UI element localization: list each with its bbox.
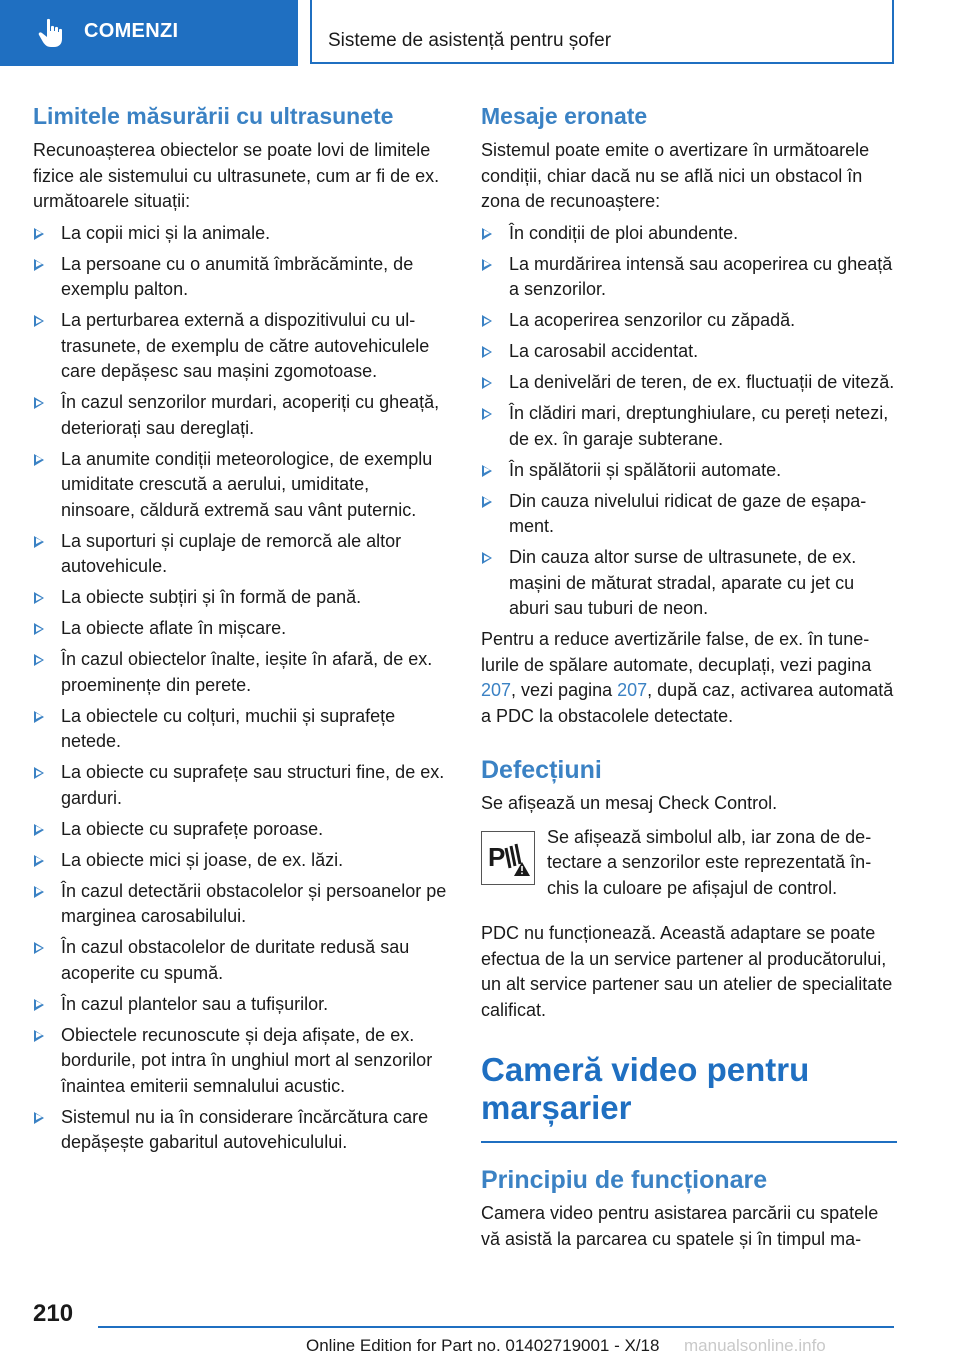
list-item: La obiecte subțiri și în formă de pană. — [33, 585, 448, 611]
svg-text:P: P — [488, 841, 506, 872]
triangle-bullet-icon — [482, 315, 492, 327]
triangle-bullet-icon — [34, 454, 44, 466]
triangle-bullet-icon — [34, 999, 44, 1011]
pdc-symbol-description: Se afișează simbolul alb, iar zona de detectare a senzorilor este reprezentată închis la culoare pe afișajul de control. — [547, 826, 872, 898]
heading-defects: Defecțiuni — [481, 756, 602, 784]
list-item: La carosabil accidentat. — [481, 339, 897, 365]
triangle-bullet-icon — [34, 711, 44, 723]
left-column — [33, 100, 448, 1161]
triangle-bullet-icon — [34, 886, 44, 898]
list-item: Sistemul nu ia în considerare încărcătura care depășește gabaritul autovehiculului. — [33, 1105, 448, 1156]
triangle-bullet-icon — [482, 377, 492, 389]
list-item: În cazul obiectelor înalte, ieșite în afară, de ex. proeminențe din perete. — [33, 647, 448, 698]
triangle-bullet-icon — [34, 1030, 44, 1042]
footer-divider — [98, 1326, 894, 1328]
triangle-bullet-icon — [482, 465, 492, 477]
principle-paragraph: Camera video pentru asistarea parcării cu spatele vă asistă la parcarea cu spatele și în timpul ma- — [481, 1203, 879, 1249]
list-item: În cazul senzorilor murdari, acoperiți cu gheață, deteriorați sau dereglați. — [33, 390, 448, 441]
triangle-bullet-icon — [34, 259, 44, 271]
page-link-207[interactable]: 207 — [617, 680, 648, 700]
list-item: La anumite condiții meteorologice, de exemplu umiditate crescută a aerului, umiditate, ninsoare, căldură extremă sau vânt puternic. — [33, 447, 448, 524]
heading-false-alarms: Mesaje eronate — [481, 103, 648, 129]
triangle-bullet-icon — [34, 654, 44, 666]
list-item: În clădiri mari, dreptunghiulare, cu pereți netezi, de ex. în garaje subterane. — [481, 401, 897, 452]
section-tab[interactable] — [310, 0, 894, 64]
false-alarm-paragraph: Pentru a reduce avertizările false, de ex. în tunelurile de spălare automate, decuplați, vezi pagina 207, vezi pagina 207, după caz, activarea automată a PDC la obstacolele detectate. — [481, 629, 894, 726]
list-item: În cazul obstacolelor de duritate redusă sau acoperite cu spumă. — [33, 935, 448, 986]
triangle-bullet-icon — [34, 623, 44, 635]
triangle-bullet-icon — [482, 228, 492, 240]
list-item: Din cauza nivelului ridicat de gaze de eșapament. — [481, 489, 897, 540]
list-item: La denivelări de teren, de ex. fluctuații de viteză. — [481, 370, 897, 396]
triangle-bullet-icon — [34, 767, 44, 779]
list-item: La murdărirea intensă sau acoperirea cu gheață a senzorilor. — [481, 252, 897, 303]
triangle-bullet-icon — [34, 536, 44, 548]
triangle-bullet-icon — [34, 1112, 44, 1124]
list-item: Din cauza altor surse de ultrasunete, de ex. mașini de măturat stradal, aparate cu jet cu aburi sau tuburi de neon. — [481, 545, 897, 622]
chapter-title: Cameră video pentru marșarier — [481, 1051, 810, 1126]
triangle-bullet-icon — [34, 592, 44, 604]
intro-paragraph: Recunoașterea obiectelor se poate lovi de limitele fizice ale sistemului cu ultrasunete, cum ar fi de ex. următoarele situații: — [33, 140, 440, 211]
triangle-bullet-icon — [34, 315, 44, 327]
triangle-bullet-icon — [34, 228, 44, 240]
triangle-bullet-icon — [482, 346, 492, 358]
intro-paragraph: Sistemul poate emite o avertizare în următoarele condiții, chiar dacă nu se află nici un obstacol în zona de recunoaștere: — [481, 140, 870, 211]
list-item: În cazul detectării obstacolelor și persoanelor pe marginea carosabilului. — [33, 879, 448, 930]
pdc-not-working-paragraph: PDC nu funcționează. Această adaptare se poate efectua de la un service partener al producătorului, un alt service partener sau un atelier de specialitate calificat. — [481, 923, 893, 1020]
list-item: La obiecte aflate în mișcare. — [33, 616, 448, 642]
list-item: În condiții de ploi abundente. — [481, 221, 897, 247]
list-item: La persoane cu o anumită îmbrăcăminte, de exemplu palton. — [33, 252, 448, 303]
tab-label: COMENZI — [84, 20, 179, 42]
right-column — [481, 100, 897, 1252]
page-number: 210 — [33, 1300, 74, 1327]
list-item: La perturbarea externă a dispozitivului cu ultrasunete, de exemplu de către autovehiculele care depășesc sau mașini zgomotoase. — [33, 308, 448, 385]
list-item: Obiectele recunoscute și deja afișate, de ex. bordurile, pot intra în unghiul mort al senzorilor înaintea emiterii semnalului acustic. — [33, 1023, 448, 1100]
chapter-divider — [481, 1141, 897, 1143]
limits-list — [33, 221, 448, 1156]
list-item: La obiecte cu suprafețe sau structuri fine, de ex. garduri. — [33, 760, 448, 811]
triangle-bullet-icon — [482, 496, 492, 508]
pdc-symbol-row — [481, 825, 897, 902]
heading-principle: Principiu de funcționare — [481, 1166, 768, 1194]
pointing-hand-icon — [38, 18, 66, 48]
triangle-bullet-icon — [34, 397, 44, 409]
list-item: La obiecte mici și joase, de ex. lăzi. — [33, 848, 448, 874]
list-item: În spălătorii și spălătorii automate. — [481, 458, 897, 484]
triangle-bullet-icon — [482, 552, 492, 564]
triangle-bullet-icon — [34, 942, 44, 954]
defects-intro: Se afișează un mesaj Check Control. — [481, 793, 778, 813]
watermark-text: manualsonline.info — [684, 1336, 826, 1355]
section-title: Sisteme de asistență pentru șofer — [328, 30, 612, 51]
triangle-bullet-icon — [34, 855, 44, 867]
tab-comenzi[interactable] — [0, 0, 298, 66]
page-link-207[interactable]: 207 — [481, 680, 512, 700]
list-item: La copii mici și la animale. — [33, 221, 448, 247]
pdc-warning-icon — [481, 831, 535, 885]
triangle-bullet-icon — [34, 824, 44, 836]
list-item: La obiectele cu colțuri, muchii și suprafețe netede. — [33, 704, 448, 755]
top-navigation — [0, 0, 960, 66]
list-item: În cazul plantelor sau a tufișurilor. — [33, 992, 448, 1018]
heading-ultrasound-limits: Limitele măsurării cu ultrasunete — [33, 103, 394, 129]
list-item: La obiecte cu suprafețe poroase. — [33, 817, 448, 843]
triangle-bullet-icon — [482, 408, 492, 420]
list-item: La acoperirea senzorilor cu zăpadă. — [481, 308, 897, 334]
false-alarm-list — [481, 221, 897, 622]
edition-info: Online Edition for Part no. 01402719001 - X/18 — [306, 1336, 660, 1355]
list-item: La suporturi și cuplaje de remorcă ale altor autovehicule. — [33, 529, 448, 580]
triangle-bullet-icon — [482, 259, 492, 271]
